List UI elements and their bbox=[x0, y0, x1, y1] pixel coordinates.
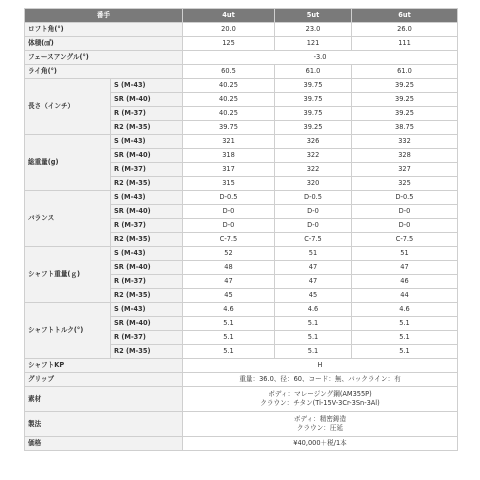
flex-label: S (M-43) bbox=[111, 191, 183, 205]
value-cell-6ut: 325 bbox=[352, 177, 458, 191]
value-cell-5ut: 326 bbox=[275, 135, 352, 149]
value-cell-5ut: 39.25 bbox=[275, 121, 352, 135]
value-cell-6ut: 5.1 bbox=[352, 345, 458, 359]
grouped-rows bbox=[25, 79, 458, 359]
flex-label: SR (M-40) bbox=[111, 93, 183, 107]
row-shaft-kp bbox=[25, 359, 458, 373]
header-col-4ut: 4ut bbox=[183, 9, 275, 23]
manufacturing-body: ボディ：精密鋳造 bbox=[293, 415, 347, 424]
price-label: 価格 bbox=[25, 437, 183, 451]
loft-label: ロフト角(°) bbox=[25, 23, 183, 37]
value-cell-6ut: 38.75 bbox=[352, 121, 458, 135]
flex-label: SR (M-40) bbox=[111, 205, 183, 219]
flex-label: R (M-37) bbox=[111, 107, 183, 121]
value-cell-6ut: 39.25 bbox=[352, 93, 458, 107]
value-cell-4ut: 40.25 bbox=[183, 79, 275, 93]
loft-4ut: 20.0 bbox=[183, 23, 275, 37]
header-label: 番手 bbox=[25, 9, 183, 23]
value-cell-4ut: 47 bbox=[183, 275, 275, 289]
value-cell-4ut: 318 bbox=[183, 149, 275, 163]
value-cell-5ut: D-0 bbox=[275, 219, 352, 233]
flex-label: SR (M-40) bbox=[111, 261, 183, 275]
value-cell-5ut: D-0 bbox=[275, 205, 352, 219]
value-cell-4ut: 4.6 bbox=[183, 303, 275, 317]
value-cell-5ut: 45 bbox=[275, 289, 352, 303]
value-cell-4ut: 321 bbox=[183, 135, 275, 149]
group-label: バランス bbox=[25, 191, 111, 247]
lie-4ut: 60.5 bbox=[183, 65, 275, 79]
lie-label: ライ角(°) bbox=[25, 65, 183, 79]
value-cell-5ut: D-0.5 bbox=[275, 191, 352, 205]
value-cell-4ut: 40.25 bbox=[183, 93, 275, 107]
flex-label: R (M-37) bbox=[111, 331, 183, 345]
value-cell-6ut: D-0 bbox=[352, 205, 458, 219]
flex-label: S (M-43) bbox=[111, 303, 183, 317]
volume-4ut: 125 bbox=[183, 37, 275, 51]
loft-6ut: 26.0 bbox=[352, 23, 458, 37]
group-row bbox=[25, 135, 458, 149]
flex-label: R2 (M-35) bbox=[111, 289, 183, 303]
value-cell-5ut: C-7.5 bbox=[275, 233, 352, 247]
face-angle-value: -3.0 bbox=[183, 51, 458, 65]
value-cell-6ut: 4.6 bbox=[352, 303, 458, 317]
value-cell-6ut: 332 bbox=[352, 135, 458, 149]
value-cell-5ut: 5.1 bbox=[275, 331, 352, 345]
loft-5ut: 23.0 bbox=[275, 23, 352, 37]
value-cell-4ut: 5.1 bbox=[183, 331, 275, 345]
flex-label: S (M-43) bbox=[111, 247, 183, 261]
manufacturing-value bbox=[183, 412, 458, 437]
volume-6ut: 111 bbox=[352, 37, 458, 51]
flex-label: R2 (M-35) bbox=[111, 233, 183, 247]
value-cell-4ut: 5.1 bbox=[183, 345, 275, 359]
shaft-kp-label: シャフトKP bbox=[25, 359, 183, 373]
value-cell-6ut: 47 bbox=[352, 261, 458, 275]
value-cell-4ut: 45 bbox=[183, 289, 275, 303]
lie-5ut: 61.0 bbox=[275, 65, 352, 79]
price-value: ¥40,000＋税/1本 bbox=[183, 437, 458, 451]
material-label: 素材 bbox=[25, 387, 183, 412]
lie-6ut: 61.0 bbox=[352, 65, 458, 79]
value-cell-5ut: 5.1 bbox=[275, 317, 352, 331]
value-cell-4ut: D-0 bbox=[183, 205, 275, 219]
row-material bbox=[25, 387, 458, 412]
value-cell-5ut: 51 bbox=[275, 247, 352, 261]
flex-label: R (M-37) bbox=[111, 163, 183, 177]
value-cell-6ut: 46 bbox=[352, 275, 458, 289]
grip-value: 重量：36.0、径：60、コード：無、バックライン：有 bbox=[183, 373, 458, 387]
flex-label: SR (M-40) bbox=[111, 149, 183, 163]
row-manufacturing bbox=[25, 412, 458, 437]
value-cell-5ut: 47 bbox=[275, 275, 352, 289]
flex-label: R (M-37) bbox=[111, 219, 183, 233]
row-lie bbox=[25, 65, 458, 79]
flex-label: R2 (M-35) bbox=[111, 345, 183, 359]
group-row bbox=[25, 79, 458, 93]
value-cell-4ut: 39.75 bbox=[183, 121, 275, 135]
value-cell-4ut: D-0 bbox=[183, 219, 275, 233]
material-value bbox=[183, 387, 458, 412]
face-angle-label: フェースアングル(°) bbox=[25, 51, 183, 65]
flex-label: R2 (M-35) bbox=[111, 177, 183, 191]
group-label: シャフトトルク(°) bbox=[25, 303, 111, 359]
row-face-angle bbox=[25, 51, 458, 65]
value-cell-4ut: C-7.5 bbox=[183, 233, 275, 247]
value-cell-4ut: 315 bbox=[183, 177, 275, 191]
value-cell-4ut: 40.25 bbox=[183, 107, 275, 121]
value-cell-5ut: 320 bbox=[275, 177, 352, 191]
flex-label: R (M-37) bbox=[111, 275, 183, 289]
flex-label: S (M-43) bbox=[111, 79, 183, 93]
row-loft bbox=[25, 23, 458, 37]
value-cell-4ut: 48 bbox=[183, 261, 275, 275]
header-col-6ut: 6ut bbox=[352, 9, 458, 23]
value-cell-6ut: 327 bbox=[352, 163, 458, 177]
grip-label: グリップ bbox=[25, 373, 183, 387]
value-cell-4ut: 5.1 bbox=[183, 317, 275, 331]
value-cell-6ut: 44 bbox=[352, 289, 458, 303]
group-label: シャフト重量(ｇ) bbox=[25, 247, 111, 303]
group-row bbox=[25, 303, 458, 317]
value-cell-6ut: 5.1 bbox=[352, 317, 458, 331]
value-cell-6ut: 5.1 bbox=[352, 331, 458, 345]
value-cell-6ut: D-0 bbox=[352, 219, 458, 233]
value-cell-6ut: C-7.5 bbox=[352, 233, 458, 247]
header-col-5ut: 5ut bbox=[275, 9, 352, 23]
value-cell-6ut: 51 bbox=[352, 247, 458, 261]
volume-label: 体積(㎤) bbox=[25, 37, 183, 51]
value-cell-5ut: 322 bbox=[275, 163, 352, 177]
header-row bbox=[25, 9, 458, 23]
value-cell-5ut: 5.1 bbox=[275, 345, 352, 359]
group-label: 長さ（インチ） bbox=[25, 79, 111, 135]
material-body: ボディ：マレージング鋼(AM355P) bbox=[268, 390, 372, 399]
value-cell-5ut: 39.75 bbox=[275, 107, 352, 121]
group-label: 総重量(g) bbox=[25, 135, 111, 191]
value-cell-6ut: D-0.5 bbox=[352, 191, 458, 205]
flex-label: R2 (M-35) bbox=[111, 121, 183, 135]
material-crown: クラウン：チタン(Ti-15V-3Cr-3Sn-3Al) bbox=[260, 399, 380, 407]
value-cell-5ut: 47 bbox=[275, 261, 352, 275]
volume-5ut: 121 bbox=[275, 37, 352, 51]
flex-label: SR (M-40) bbox=[111, 317, 183, 331]
spec-table bbox=[24, 8, 458, 451]
value-cell-6ut: 39.25 bbox=[352, 79, 458, 93]
value-cell-6ut: 39.25 bbox=[352, 107, 458, 121]
value-cell-6ut: 328 bbox=[352, 149, 458, 163]
row-volume bbox=[25, 37, 458, 51]
value-cell-4ut: 317 bbox=[183, 163, 275, 177]
flex-label: S (M-43) bbox=[111, 135, 183, 149]
row-price bbox=[25, 437, 458, 451]
value-cell-4ut: D-0.5 bbox=[183, 191, 275, 205]
manufacturing-crown: クラウン：圧延 bbox=[296, 424, 344, 432]
value-cell-5ut: 322 bbox=[275, 149, 352, 163]
value-cell-5ut: 4.6 bbox=[275, 303, 352, 317]
manufacturing-label: 製法 bbox=[25, 412, 183, 437]
shaft-kp-value: H bbox=[183, 359, 458, 373]
value-cell-4ut: 52 bbox=[183, 247, 275, 261]
group-row bbox=[25, 247, 458, 261]
value-cell-5ut: 39.75 bbox=[275, 79, 352, 93]
value-cell-5ut: 39.75 bbox=[275, 93, 352, 107]
group-row bbox=[25, 191, 458, 205]
row-grip bbox=[25, 373, 458, 387]
